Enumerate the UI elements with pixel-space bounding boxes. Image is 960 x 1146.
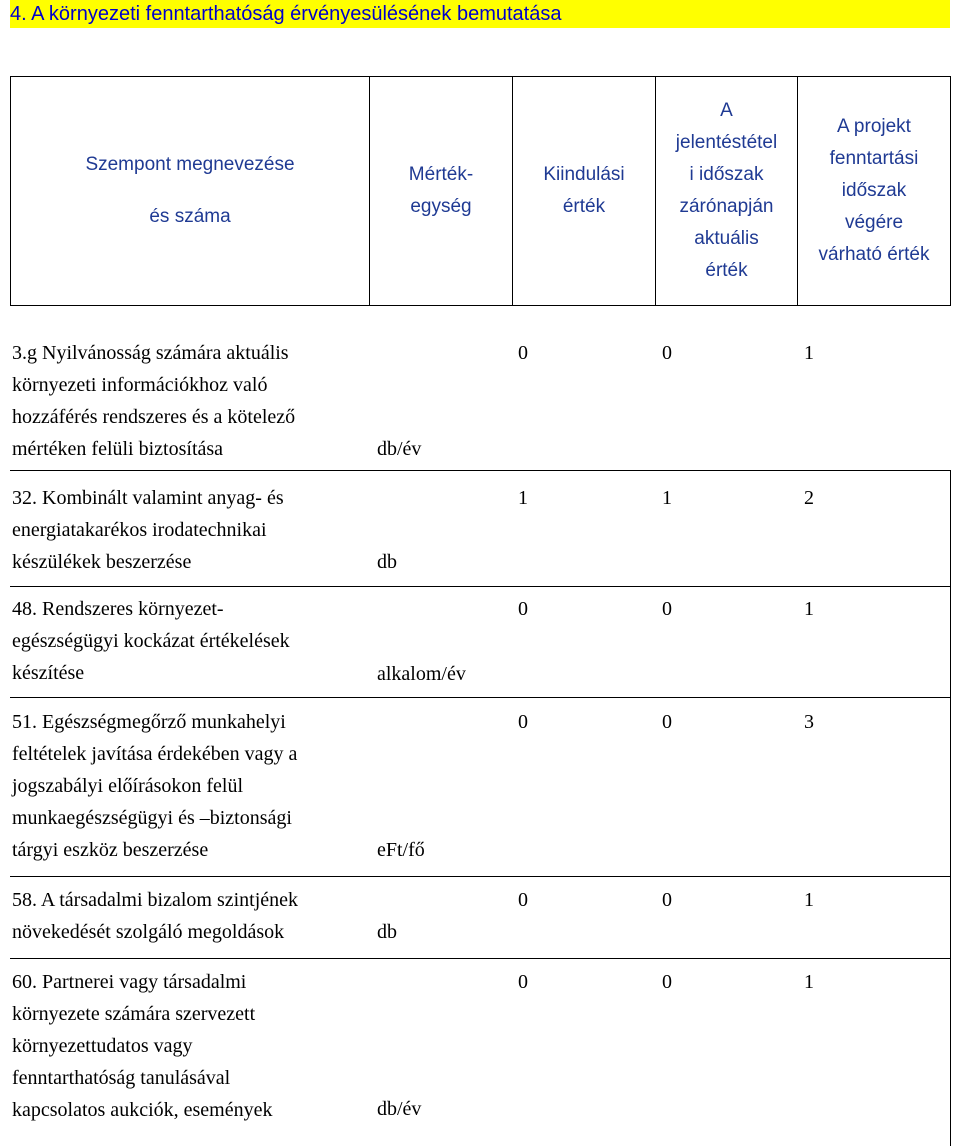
row-report-value: 0 xyxy=(662,971,672,993)
header-bottom-border xyxy=(10,305,950,306)
header-unit-label: Mérték- egység xyxy=(408,164,474,217)
header-report-value xyxy=(656,77,797,305)
row-report-value: 1 xyxy=(662,487,672,509)
row-start-value: 0 xyxy=(518,889,528,911)
row-criterion: 3.g Nyilvánosság számára aktuális környezeti információkhoz való hozzáférés rendszeres és a kötelező mértéken felüli biztosítása xyxy=(12,342,296,460)
header-unit xyxy=(370,77,512,305)
row-end-value: 1 xyxy=(804,342,814,364)
row-end-value: 1 xyxy=(804,971,814,993)
row-start-value: 1 xyxy=(518,487,528,509)
row-unit: eFt/fő xyxy=(377,839,425,861)
row-report-value: 0 xyxy=(662,598,672,620)
row-unit: db xyxy=(377,551,397,573)
row-unit: db/év xyxy=(377,1098,422,1120)
row-start-value: 0 xyxy=(518,711,528,733)
row-report-value: 0 xyxy=(662,711,672,733)
header-criterion xyxy=(11,77,369,305)
header-divider-right xyxy=(950,76,951,306)
row-separator xyxy=(10,586,950,587)
row-criterion: 60. Partnerei vagy társadalmi környezete számára szervezett környezettudatos vagy fenntarthatóság tanulásával kapcsolatos aukciók, események xyxy=(12,971,273,1121)
row-start-value: 0 xyxy=(518,598,528,620)
header-criterion-label: Szempont megnevezése és száma xyxy=(85,154,295,227)
row-end-value: 3 xyxy=(804,711,814,733)
header-end-value xyxy=(798,77,950,305)
section-heading: 4. A környezeti fenntarthatóság érvényesülésének bemutatása xyxy=(10,0,950,28)
header-start-value xyxy=(513,77,655,305)
row-unit: db xyxy=(377,921,397,943)
row-start-value: 0 xyxy=(518,971,528,993)
header-start-value-label: Kiindulási érték xyxy=(543,164,625,217)
row-unit: db/év xyxy=(377,438,422,460)
row-criterion: 58. A társadalmi bizalom szintjének növekedését szolgáló megoldások xyxy=(12,889,299,943)
row-unit: alkalom/év xyxy=(377,663,466,685)
row-end-value: 2 xyxy=(804,487,814,509)
row-end-value: 1 xyxy=(804,598,814,620)
row-report-value: 0 xyxy=(662,342,672,364)
row-start-value: 0 xyxy=(518,342,528,364)
row-separator xyxy=(10,470,950,471)
row-separator xyxy=(10,876,950,877)
header-end-value-label: A projekt fenntartási időszak végére várható érték xyxy=(818,116,930,265)
row-criterion: 48. Rendszeres környezet- egészségügyi kockázat értékelések készítése xyxy=(12,598,290,684)
row-end-value: 1 xyxy=(804,889,814,911)
row-separator xyxy=(10,697,950,698)
row-report-value: 0 xyxy=(662,889,672,911)
row-criterion: 51. Egészségmegőrző munkahelyi feltételek javítása érdekében vagy a jogszabályi előírásokon felül munkaegészségügyi és –biztonsági tárgyi eszköz beszerzése xyxy=(12,711,298,861)
row-separator xyxy=(10,958,950,959)
body-border-right xyxy=(950,470,951,1146)
header-report-value-label: A jelentéstétel i időszak zárónapján aktuális érték xyxy=(675,100,778,281)
row-criterion: 32. Kombinált valamint anyag- és energiatakarékos irodatechnikai készülékek beszerzése xyxy=(12,487,284,573)
